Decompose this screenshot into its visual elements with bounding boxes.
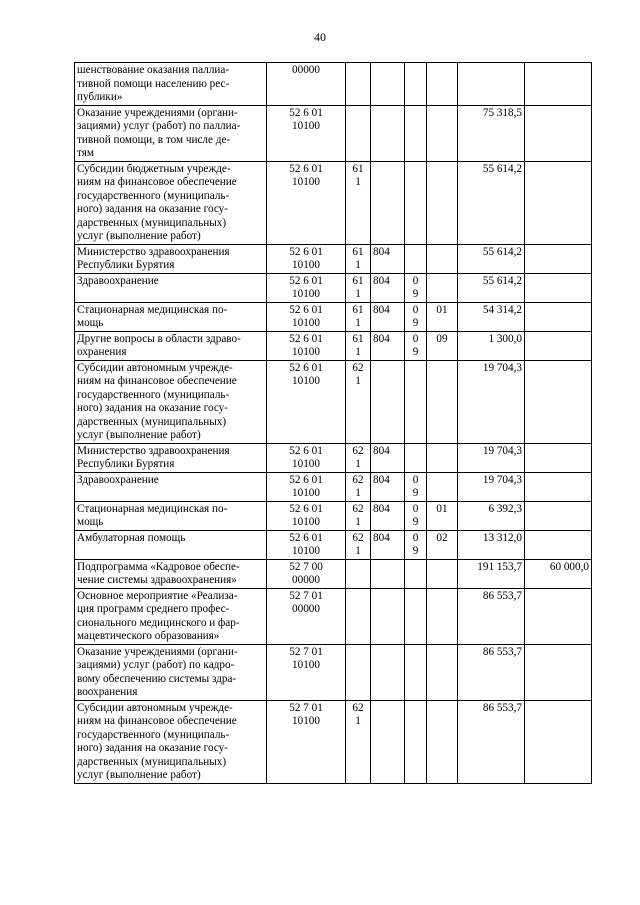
cell-expense-type [346, 588, 371, 644]
cell-target-article [267, 644, 346, 700]
cell-subsection [427, 360, 458, 443]
cell-line: Республики Бурятия [77, 458, 175, 470]
cell-section [405, 360, 427, 443]
cell-line: ного) задания на оказание госу- [77, 203, 228, 215]
cell-line: 1 [355, 288, 361, 300]
cell-line: 1 [355, 545, 361, 557]
cell-line: Подпрограмма «Кадровое обеспе- [77, 560, 240, 573]
cell-subsection [427, 588, 458, 644]
table-row [75, 472, 592, 501]
cell-ministry-code: 804 [371, 443, 405, 472]
cell-subsection [427, 472, 458, 501]
cell-target-article [267, 443, 346, 472]
cell-section [405, 63, 427, 106]
cell-section [405, 501, 427, 530]
cell-line: 9 [412, 288, 419, 300]
cell-target-article [267, 273, 346, 302]
cell-line: Стационарная медицинская по- [77, 502, 228, 515]
cell-line: ниям на финансовое обеспечение [77, 715, 237, 727]
cell-line: услуг (выполнение работ) [77, 769, 201, 781]
table-row [75, 644, 592, 700]
cell-line: 10100 [292, 659, 320, 671]
cell-line: 1 [355, 715, 361, 727]
cell-line: 62 [352, 444, 364, 457]
cell-amount [458, 63, 525, 106]
cell-line: Оказание учреждениями (органи- [77, 645, 238, 658]
cell-line: 1 [355, 176, 361, 188]
table-row [75, 360, 592, 443]
cell-line: 1 [355, 346, 361, 358]
cell-amount: 86 553,7 [458, 700, 525, 783]
cell-expense-type [346, 63, 371, 106]
cell-name [75, 443, 267, 472]
table-row [75, 530, 592, 559]
cell-line: Здравоохранение [77, 473, 159, 486]
cell-amount-extra [525, 63, 592, 106]
cell-line: шенствование оказания паллиа- [77, 64, 230, 76]
cell-line: сионального медицинского и фар- [77, 616, 240, 629]
cell-amount-extra: 60 000,0 [525, 559, 592, 588]
cell-target-article [267, 501, 346, 530]
cell-subsection [427, 700, 458, 783]
cell-ministry-code: 804 [371, 273, 405, 302]
cell-line: 1 [355, 458, 361, 470]
cell-amount: 75 318,5 [458, 105, 525, 161]
cell-expense-type [346, 501, 371, 530]
cell-line: 9 [412, 317, 419, 329]
table-row [75, 443, 592, 472]
cell-expense-type [346, 161, 371, 244]
cell-line: ного) задания на оказание госу- [77, 742, 228, 754]
cell-line: 00000 [292, 64, 320, 76]
cell-name [75, 273, 267, 302]
cell-line: Другие вопросы в области здраво- [77, 332, 241, 345]
cell-line: ция программ среднего профес- [77, 603, 230, 615]
cell-amount-extra [525, 244, 592, 273]
cell-line: 10100 [292, 346, 320, 358]
cell-line: 52 6 01 [289, 444, 323, 457]
cell-ministry-code: 804 [371, 302, 405, 331]
cell-amount-extra [525, 360, 592, 443]
cell-target-article [267, 588, 346, 644]
cell-target-article [267, 302, 346, 331]
cell-line: 62 [352, 473, 364, 486]
cell-subsection: 01 [427, 302, 458, 331]
cell-subsection: 02 [427, 530, 458, 559]
cell-line: 52 7 01 [289, 589, 323, 602]
cell-line: 62 [352, 361, 364, 374]
cell-ministry-code: 804 [371, 530, 405, 559]
cell-subsection [427, 644, 458, 700]
cell-amount: 19 704,3 [458, 472, 525, 501]
cell-expense-type [346, 559, 371, 588]
cell-target-article [267, 700, 346, 783]
cell-amount-extra [525, 588, 592, 644]
cell-ministry-code [371, 105, 405, 161]
cell-expense-type [346, 644, 371, 700]
cell-section [405, 588, 427, 644]
cell-name [75, 700, 267, 783]
cell-name [75, 302, 267, 331]
cell-amount-extra [525, 530, 592, 559]
cell-section [405, 302, 427, 331]
cell-line: 10100 [292, 375, 320, 387]
cell-expense-type [346, 273, 371, 302]
cell-name [75, 331, 267, 360]
cell-amount-extra [525, 472, 592, 501]
cell-expense-type [346, 331, 371, 360]
cell-line: 10100 [292, 487, 320, 499]
cell-line: 52 6 01 [289, 303, 323, 316]
cell-amount: 1 300,0 [458, 331, 525, 360]
cell-line: 0 [412, 303, 419, 316]
cell-line: 52 6 01 [289, 162, 323, 175]
cell-name [75, 588, 267, 644]
cell-subsection [427, 559, 458, 588]
cell-line: Министерство здравоохранения [77, 245, 230, 258]
cell-line: Основное мероприятие «Реализа- [77, 589, 238, 602]
cell-line: 52 6 01 [289, 245, 323, 258]
cell-ministry-code: 804 [371, 244, 405, 273]
cell-ministry-code [371, 161, 405, 244]
table-row [75, 559, 592, 588]
cell-amount: 86 553,7 [458, 588, 525, 644]
cell-name [75, 472, 267, 501]
cell-section [405, 472, 427, 501]
cell-section [405, 244, 427, 273]
cell-amount: 54 314,2 [458, 302, 525, 331]
cell-amount: 6 392,3 [458, 501, 525, 530]
cell-line: дарственных (муниципальных) [77, 415, 227, 428]
cell-subsection [427, 161, 458, 244]
page-number: 40 [314, 30, 326, 44]
cell-amount: 19 704,3 [458, 443, 525, 472]
cell-section [405, 273, 427, 302]
cell-line: 10100 [292, 545, 320, 557]
cell-line: 10100 [292, 458, 320, 470]
cell-expense-type [346, 360, 371, 443]
cell-amount-extra [525, 273, 592, 302]
cell-line: 9 [412, 346, 419, 358]
cell-line: Субсидии бюджетным учрежде- [77, 162, 231, 175]
cell-line: 61 [352, 245, 364, 258]
cell-line: публики» [77, 91, 123, 103]
cell-line: услуг (выполнение работ) [77, 429, 201, 441]
cell-section [405, 105, 427, 161]
table-row [75, 302, 592, 331]
cell-ministry-code: 804 [371, 331, 405, 360]
cell-line: Субсидии автономным учрежде- [77, 701, 233, 714]
cell-amount-extra [525, 700, 592, 783]
table-row [75, 588, 592, 644]
cell-section [405, 161, 427, 244]
cell-line: 52 6 01 [289, 502, 323, 515]
cell-subsection: 09 [427, 331, 458, 360]
cell-line: 9 [412, 516, 419, 528]
cell-line: 61 [352, 162, 364, 175]
cell-line: 00000 [292, 603, 320, 615]
cell-line: ниям на финансовое обеспечение [77, 176, 237, 188]
cell-section [405, 530, 427, 559]
cell-expense-type [346, 530, 371, 559]
cell-ministry-code [371, 559, 405, 588]
cell-name [75, 559, 267, 588]
cell-line: тям [77, 147, 94, 159]
cell-name [75, 105, 267, 161]
cell-line: вому обеспечению системы здра- [77, 672, 237, 685]
cell-ministry-code [371, 63, 405, 106]
cell-line: 10100 [292, 317, 320, 329]
table-row [75, 501, 592, 530]
table-row [75, 331, 592, 360]
cell-expense-type [346, 443, 371, 472]
cell-line: 62 [352, 701, 364, 714]
cell-line: 0 [412, 332, 419, 345]
cell-amount: 13 312,0 [458, 530, 525, 559]
cell-section [405, 559, 427, 588]
cell-line: воохранения [77, 686, 138, 698]
cell-name [75, 244, 267, 273]
cell-line: 1 [355, 317, 361, 329]
cell-amount-extra [525, 105, 592, 161]
cell-amount: 86 553,7 [458, 644, 525, 700]
table-row [75, 105, 592, 161]
cell-line: Министерство здравоохранения [77, 444, 230, 457]
cell-line: 52 6 01 [289, 361, 323, 374]
cell-amount: 191 153,7 [458, 559, 525, 588]
cell-line: 10100 [292, 288, 320, 300]
cell-amount: 55 614,2 [458, 273, 525, 302]
cell-line: мощь [77, 516, 104, 528]
cell-line: услуг (выполнение работ) [77, 230, 201, 242]
cell-line: ного) задания на оказание госу- [77, 402, 228, 414]
cell-line: 9 [412, 545, 419, 557]
cell-line: 52 7 00 [289, 560, 323, 573]
table-row [75, 161, 592, 244]
cell-target-article [267, 331, 346, 360]
cell-line: 10100 [292, 516, 320, 528]
cell-line: Субсидии автономным учрежде- [77, 361, 233, 374]
cell-line: дарственных (муниципальных) [77, 755, 227, 768]
cell-line: 00000 [292, 574, 320, 586]
cell-name [75, 63, 267, 106]
cell-expense-type [346, 244, 371, 273]
cell-line: 1 [355, 516, 361, 528]
cell-line: 0 [412, 502, 419, 515]
cell-line: 52 7 01 [289, 701, 323, 714]
cell-line: Республики Бурятия [77, 259, 175, 271]
budget-table [74, 62, 592, 784]
cell-ministry-code: 804 [371, 501, 405, 530]
cell-line: Здравоохранение [77, 274, 159, 287]
cell-line: тивной помощи населению рес- [77, 77, 230, 90]
cell-line: зациями) услуг (работ) по кадро- [77, 659, 235, 671]
cell-ministry-code [371, 588, 405, 644]
cell-line: государственного (муниципаль- [77, 388, 230, 401]
cell-line: тивной помощи, в том числе де- [77, 133, 231, 146]
cell-amount-extra [525, 161, 592, 244]
cell-subsection [427, 63, 458, 106]
cell-section [405, 700, 427, 783]
cell-section [405, 443, 427, 472]
cell-target-article [267, 161, 346, 244]
cell-line: 52 6 01 [289, 274, 323, 287]
cell-line: 62 [352, 531, 364, 544]
cell-amount-extra [525, 331, 592, 360]
cell-line: Амбулаторная помощь [77, 531, 186, 544]
cell-expense-type [346, 472, 371, 501]
cell-line: государственного (муниципаль- [77, 728, 230, 741]
cell-target-article [267, 559, 346, 588]
cell-line: 1 [355, 375, 361, 387]
cell-target-article [267, 244, 346, 273]
cell-ministry-code [371, 644, 405, 700]
cell-line: 52 7 01 [289, 645, 323, 658]
table-row [75, 244, 592, 273]
table-row [75, 700, 592, 783]
cell-line: 9 [412, 487, 419, 499]
cell-name [75, 530, 267, 559]
cell-amount: 55 614,2 [458, 244, 525, 273]
cell-amount: 19 704,3 [458, 360, 525, 443]
cell-amount-extra [525, 644, 592, 700]
cell-amount-extra [525, 501, 592, 530]
cell-line: 52 6 01 [289, 531, 323, 544]
table-row [75, 273, 592, 302]
cell-line: 1 [355, 487, 361, 499]
cell-line: 10100 [292, 259, 320, 271]
cell-line: мацевтического образования» [77, 630, 220, 642]
cell-target-article [267, 472, 346, 501]
cell-ministry-code [371, 700, 405, 783]
cell-line: 0 [412, 531, 419, 544]
cell-amount-extra [525, 302, 592, 331]
cell-target-article [267, 530, 346, 559]
cell-line: дарственных (муниципальных) [77, 216, 227, 229]
cell-line: 0 [412, 473, 419, 486]
cell-line: 61 [352, 303, 364, 316]
cell-target-article [267, 360, 346, 443]
cell-subsection [427, 443, 458, 472]
table-row [75, 63, 592, 106]
cell-line: Оказание учреждениями (органи- [77, 106, 238, 119]
cell-line: Стационарная медицинская по- [77, 303, 228, 316]
cell-subsection [427, 244, 458, 273]
cell-line: 52 6 01 [289, 332, 323, 345]
cell-target-article [267, 63, 346, 106]
cell-line: 52 6 01 [289, 473, 323, 486]
cell-amount: 55 614,2 [458, 161, 525, 244]
cell-line: зациями) услуг (работ) по паллиа- [77, 120, 241, 132]
cell-ministry-code: 804 [371, 472, 405, 501]
cell-ministry-code [371, 360, 405, 443]
cell-line: мощь [77, 317, 104, 329]
cell-line: охранения [77, 346, 127, 358]
cell-section [405, 644, 427, 700]
cell-target-article [267, 105, 346, 161]
cell-line: 61 [352, 332, 364, 345]
cell-expense-type [346, 105, 371, 161]
cell-line: 10100 [292, 120, 320, 132]
cell-amount-extra [525, 443, 592, 472]
cell-subsection [427, 105, 458, 161]
cell-line: 10100 [292, 715, 320, 727]
cell-line: 62 [352, 502, 364, 515]
cell-name [75, 501, 267, 530]
cell-subsection: 01 [427, 501, 458, 530]
cell-section [405, 331, 427, 360]
cell-line: 10100 [292, 176, 320, 188]
cell-name [75, 161, 267, 244]
cell-name [75, 360, 267, 443]
cell-name [75, 644, 267, 700]
cell-line: чение системы здравоохранения» [77, 574, 237, 586]
cell-line: 1 [355, 259, 361, 271]
cell-expense-type [346, 302, 371, 331]
cell-subsection [427, 273, 458, 302]
cell-line: 61 [352, 274, 364, 287]
cell-expense-type [346, 700, 371, 783]
cell-line: 52 6 01 [289, 106, 323, 119]
cell-line: государственного (муниципаль- [77, 189, 230, 202]
cell-line: 0 [412, 274, 419, 287]
cell-line: ниям на финансовое обеспечение [77, 375, 237, 387]
